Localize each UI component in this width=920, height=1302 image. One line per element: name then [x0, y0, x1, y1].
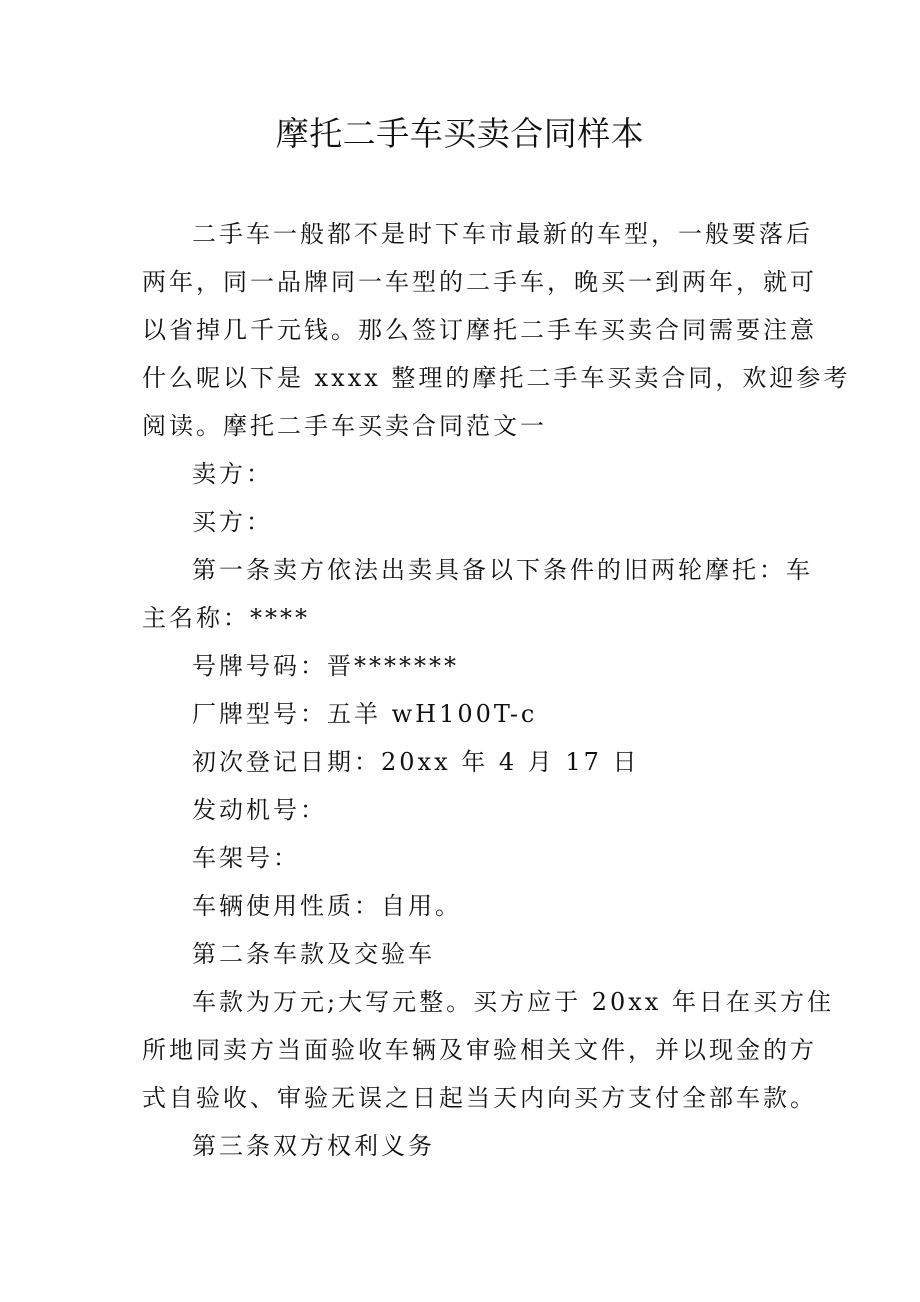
intro-line-2: 两年，同一品牌同一车型的二手车，晚买一到两年，就可: [142, 268, 817, 296]
brand-model-line: 厂牌型号：五羊 wH100T-c: [192, 700, 538, 728]
plate-number-line: 号牌号码：晋*******: [192, 652, 459, 680]
seller-line: 卖方：: [192, 460, 273, 488]
article-2-line-1: 车款为万元;大写元整。买方应于 20xx 年日在买方住: [192, 988, 834, 1016]
usage-nature-line: 车辆使用性质：自用。: [192, 892, 462, 920]
document-body: [142, 210, 851, 1170]
article-2-paragraph: [142, 978, 834, 1122]
frame-number-line: 车架号：: [192, 844, 300, 872]
article-1-paragraph: [142, 546, 813, 642]
article-2-line-3: 式自验收、审验无误之日起当天内向买方支付全部车款。: [142, 1084, 817, 1112]
article-3-title: 第三条双方权利义务: [192, 1132, 435, 1160]
article-2-title: 第二条车款及交验车: [192, 940, 435, 968]
intro-line-1: 二手车一般都不是时下车市最新的车型，一般要落后: [192, 220, 813, 248]
first-registration-line: 初次登记日期：20xx 年 4 月 17 日: [192, 748, 640, 776]
intro-line-5: 阅读。摩托二手车买卖合同范文一: [142, 412, 547, 440]
article-2-line-2: 所地同卖方当面验收车辆及审验相关文件，并以现金的方: [142, 1036, 817, 1064]
document-title: 摩托二手车买卖合同样本: [275, 114, 645, 153]
buyer-line: 买方：: [192, 508, 273, 536]
intro-line-4: 什么呢以下是 xxxx 整理的摩托二手车买卖合同，欢迎参考: [142, 364, 851, 392]
intro-paragraph: [142, 210, 851, 450]
article-1-line-2: 主名称：****: [142, 604, 310, 632]
engine-number-line: 发动机号：: [192, 796, 327, 824]
intro-line-3: 以省掉几千元钱。那么签订摩托二手车买卖合同需要注意: [142, 316, 817, 344]
article-1-line-1: 第一条卖方依法出卖具备以下条件的旧两轮摩托：车: [192, 556, 813, 584]
